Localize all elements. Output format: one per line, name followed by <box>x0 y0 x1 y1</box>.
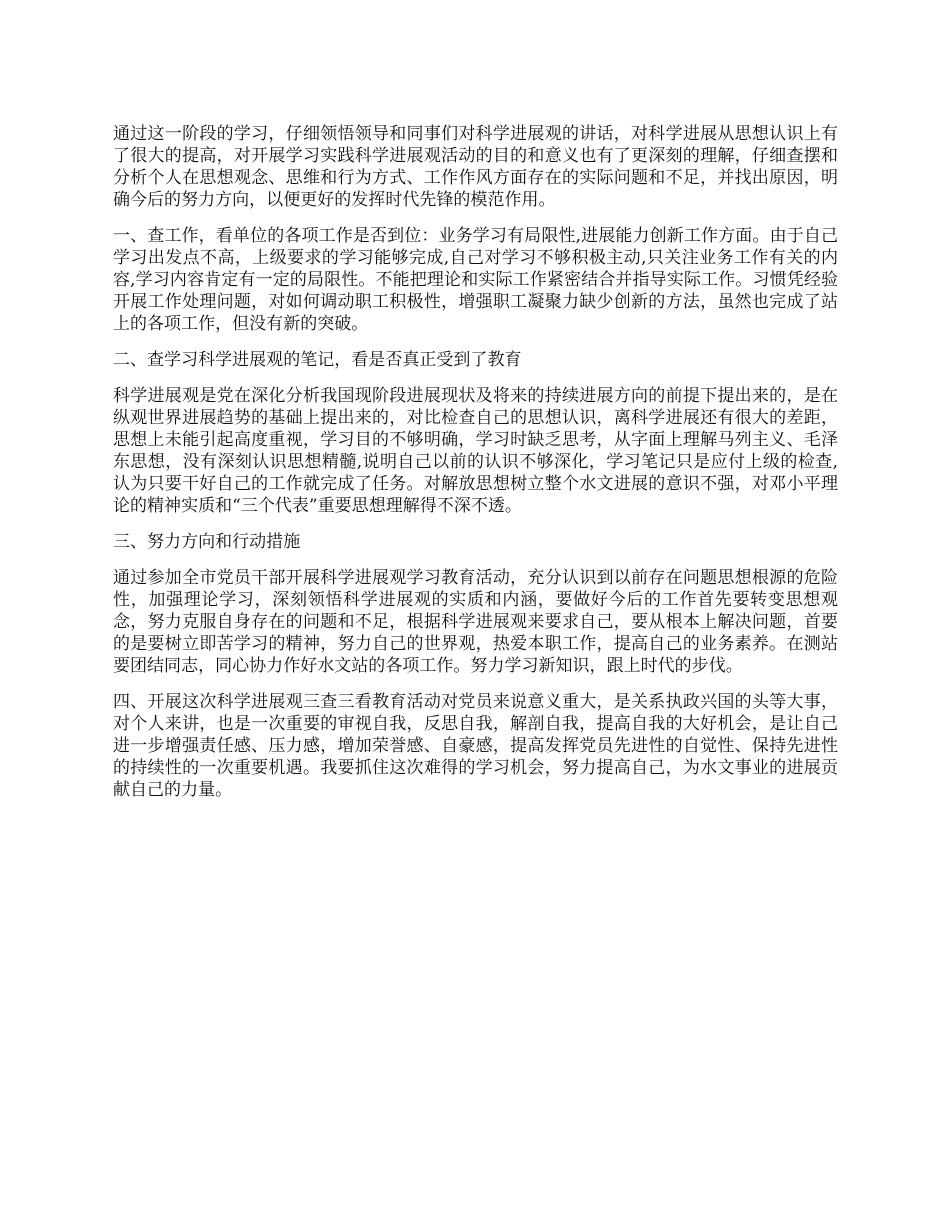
section-heading-two: 二、查学习科学进展观的笔记，看是否真正受到了教育 <box>113 350 522 370</box>
paragraph-intro: 通过这一阶段的学习，仔细领悟领导和同事们对科学进展观的讲话，对科学进展从思想认识上有了很大的提高，对开展学习实践科学进展观活动的目的和意义也有了更深刻的理解，仔细查摆和分析个人在思想观念、思维和行为方式、工作作风方面存在的实际问题和不足，并找出原因，明确今后的努力方向，以便更好的发挥时代先锋的模范作用。 <box>113 124 838 210</box>
document-body <box>113 123 838 815</box>
paragraph-section-two: 科学进展观是党在深化分析我国现阶段进展现状及将来的持续进展方向的前提下提出来的，是在纵观世界进展趋势的基础上提出来的，对比检查自己的思想认识，离科学进展还有很大的差距，思想上未能引起高度重视，学习目的不够明确，学习时缺乏思考，从字面上理解马列主义、毛泽东思想，没有深刻认识思想精髓,说明自己以前的认识不够深化，学习笔记只是应付上级的检查,认为只要干好自己的工作就完成了任务。对解放思想树立整个水文进展的意识不强，对邓小平理论的精神实质和“三个代表”重要思想理解得不深不透。 <box>113 386 838 516</box>
paragraph-section-three: 通过参加全市党员干部开展科学进展观学习教育活动，充分认识到以前存在问题思想根源的危险性，加强理论学习，深刻领悟科学进展观的实质和内涵，要做好今后的工作首先要转变思想观念，努力克服自身存在的问题和不足，根据科学进展观来要求自己，要从根本上解决问题，首要的是要树立即苦学习的精神，努力自己的世界观，热爱本职工作，提高自己的业务素养。在测站要团结同志，同心协力作好水文站的各项工作。努力学习新知识，跟上时代的步伐。 <box>113 568 838 676</box>
paragraph-section-one: 一、查工作，看单位的各项工作是否到位：业务学习有局限性,进展能力创新工作方面。由于自己学习出发点不高，上级要求的学习能够完成,自己对学习不够积极主动,只关注业务工作有关的内容,学习内容肯定有一定的局限性。不能把理论和实际工作紧密结合并指导实际工作。习惯凭经验开展工作处理问题，对如何调动职工积极性，增强职工凝聚力缺少创新的方法，虽然也完成了站上的各项工作，但没有新的突破。 <box>113 226 838 334</box>
section-heading-three: 三、努力方向和行动措施 <box>113 532 301 552</box>
paragraph-section-four: 四、开展这次科学进展观三查三看教育活动对党员来说意义重大，是关系执政兴国的头等大事，对个人来讲，也是一次重要的审视自我，反思自我，解剖自我，提高自我的大好机会，是让自己进一步增强责任感、压力感，增加荣誉感、自豪感，提高发挥党员先进性的自觉性、保持先进性的持续性的一次重要机遇。我要抓住这次难得的学习机会，努力提高自己，为水文事业的进展贡献自己的力量。 <box>113 692 838 800</box>
